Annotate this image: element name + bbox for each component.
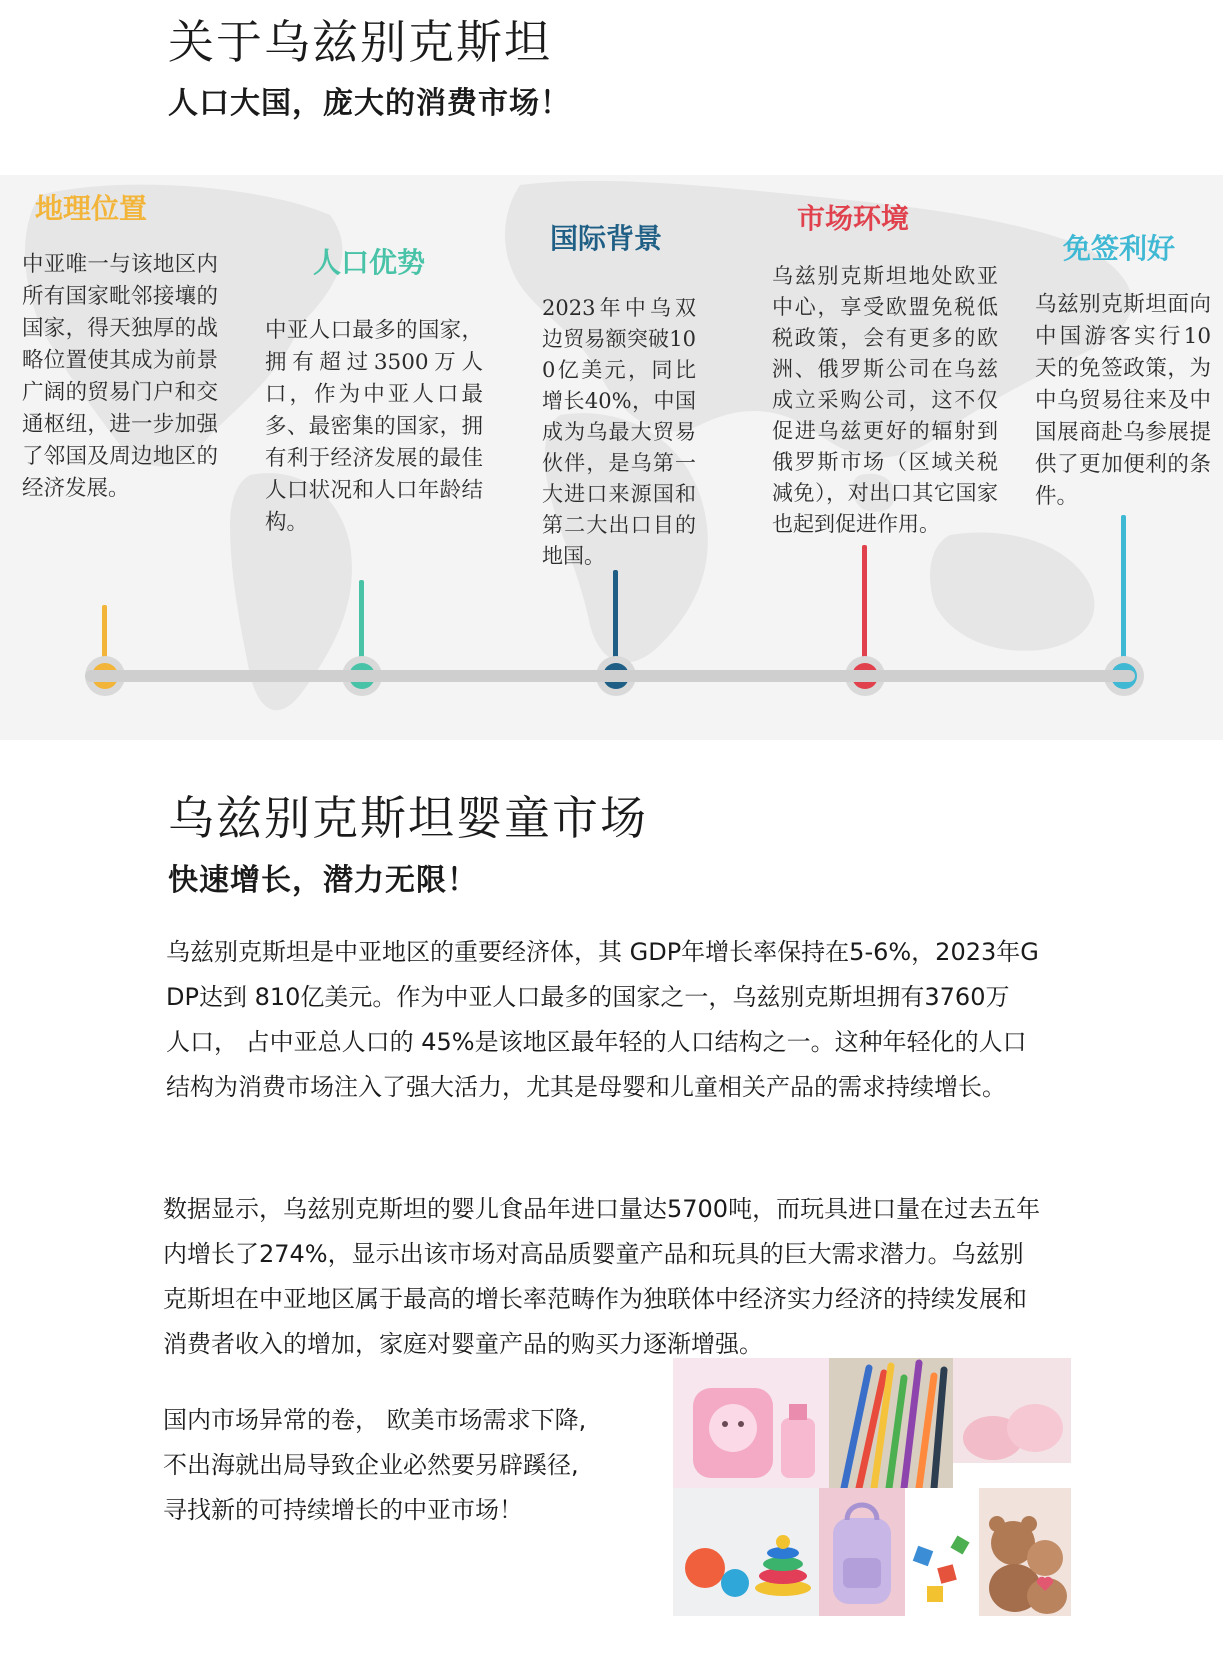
colored-pencils-photo — [829, 1358, 953, 1488]
timeline-text-visa-free: 乌兹别克斯坦面向中国游客实行10天的免签政策，为中乌贸易往来及中国展商赴乌参展提供了更加便利的条件。 — [1035, 292, 1211, 509]
timeline-text-geography: 中亚唯一与该地区内所有国家毗邻接壤的国家，得天独厚的战略位置使其成为前景广阔的贸易门户和交通枢纽，进一步加强了邻国及周边地区的经济发展。 — [22, 252, 218, 501]
section-title-baby-market: 乌兹别克斯坦婴童市场 — [168, 791, 648, 845]
paragraph-import-data-text: 数据显示，乌兹别克斯坦的婴儿食品年进口量达5700吨，而玩具进口量在过去五年内增长了274%，显示出该市场对高品质婴童产品和玩具的巨大需求潜力。乌兹别克斯坦在中亚地区属于最高的增长率范畴作为独联体中经济实力经济的持续发展和消费者收入的增加，家庭对婴童产品的购买力逐渐增强。 — [163, 1195, 1041, 1358]
section-title-about: 关于乌兹别克斯坦 — [168, 15, 552, 69]
timeline-title-visa-free: 免签利好 — [1063, 232, 1176, 265]
section-subtitle-about: 人口大国，庞大的消费市场！ — [168, 86, 571, 121]
timeline-text-international: 2023年中乌双边贸易额突破100亿美元，同比增长40%，中国成为乌最大贸易伙伴，是乌第一大进口来源国和第二大出口目的地国。 — [542, 296, 696, 568]
baby-shoes-photo — [953, 1358, 1071, 1488]
timeline-stem-population — [359, 580, 364, 670]
closing-line-3: 寻找新的可持续增长的中亚市场！ — [163, 1496, 523, 1524]
kids-bath-bottles-photo — [673, 1358, 829, 1488]
closing-statement — [163, 1398, 663, 1533]
timeline-text-market-environment: 乌兹别克斯坦地处欧亚中心，享受欧盟免税低税政策，会有更多的欧洲、俄罗斯公司在乌兹成立采购公司，这不仅促进乌兹更好的辐射到俄罗斯市场（区域关税减免），对出口其它国家也起到促进作用。 — [772, 264, 998, 536]
timeline-panel — [0, 175, 1223, 740]
closing-line-1: 国内市场异常的卷， 欧美市场需求下降, — [163, 1406, 587, 1434]
product-photo-collage — [673, 1358, 1071, 1616]
timeline-stem-international — [613, 570, 618, 670]
timeline-title-geography: 地理位置 — [35, 192, 148, 225]
timeline-text-population: 中亚人口最多的国家，拥有超过3500万人口，作为中亚人口最多、最密集的国家，拥有利于经济发展的最佳人口状况和人口年龄结构。 — [265, 318, 483, 535]
kids-backpack-photo — [819, 1488, 905, 1616]
timeline-axis — [85, 670, 1135, 682]
timeline-stem-visa-free — [1121, 515, 1126, 670]
paragraph-economy — [166, 930, 1041, 1110]
section-subtitle-baby-market: 快速增长，潜力无限！ — [168, 863, 478, 898]
puzzle-pieces-photo — [905, 1488, 979, 1616]
stacking-toys-photo — [673, 1488, 819, 1616]
timeline-title-market-environment: 市场环境 — [797, 202, 910, 235]
teddy-bears-photo — [979, 1488, 1071, 1616]
timeline-stem-geography — [102, 605, 107, 670]
closing-line-2: 不出海就出局导致企业必然要另辟蹊径, — [163, 1451, 579, 1479]
paragraph-economy-text: 乌兹别克斯坦是中亚地区的重要经济体，其 GDP年增长率保持在5-6%，2023年GDP达到 810亿美元。作为中亚人口最多的国家之一，乌兹别克斯坦拥有3760万 人口， 占中亚总人口的 45%是该地区最年轻的人口结构之一。这种年轻化的人口结构为消费市场注入了强大活力，尤其是母婴和儿童相关产品的需求持续增长。 — [166, 938, 1039, 1101]
timeline-stem-market-environment — [862, 545, 867, 670]
timeline-title-population: 人口优势 — [313, 246, 426, 279]
timeline-title-international: 国际背景 — [550, 222, 663, 255]
paragraph-import-data — [163, 1187, 1045, 1367]
